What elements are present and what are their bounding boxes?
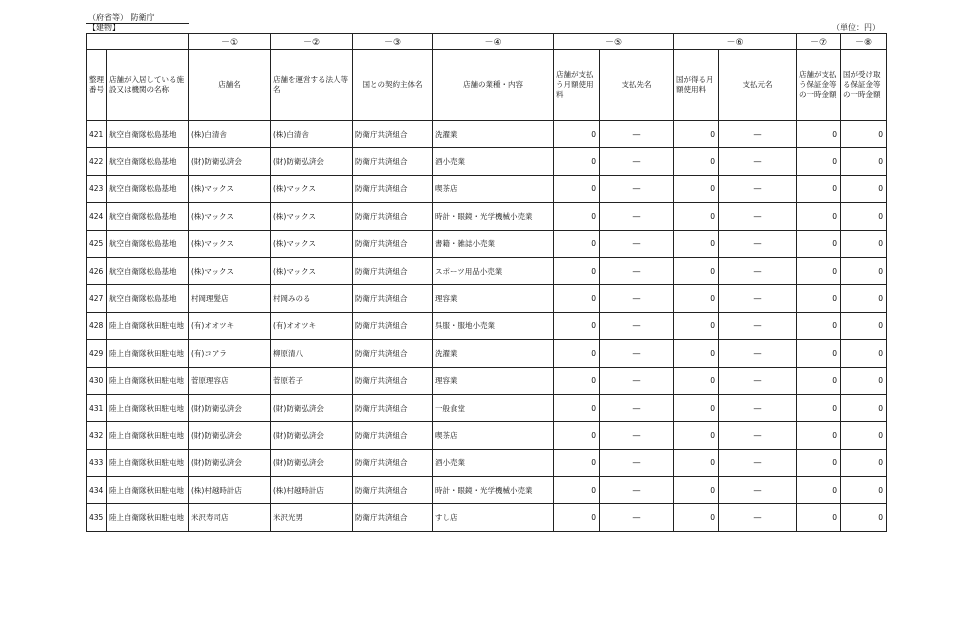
deposit-received-cell: 0 [841,422,887,449]
operator-cell: (株)白清舎 [271,121,353,148]
rent-paid-cell: 0 [554,285,600,312]
deposit-paid-cell: 0 [797,175,841,202]
contractor-cell: 防衛庁共済組合 [353,312,433,339]
operator-cell: (株)マックス [271,203,353,230]
payer-cell: ― [719,340,797,367]
payee-cell: ― [600,367,674,394]
store-name-cell: (株)マックス [189,175,271,202]
deposit-received-cell: 0 [841,230,887,257]
column-number: －⑦ [797,34,841,50]
deposit-received-cell: 0 [841,477,887,504]
column-number: －④ [433,34,554,50]
payee-cell: ― [600,449,674,476]
record-number: 427 [87,285,107,312]
payee-cell: ― [600,203,674,230]
deposit-paid-cell: 0 [797,203,841,230]
record-number: 424 [87,203,107,230]
business-cell: スポーツ用品小売業 [433,257,554,284]
operator-cell: (株)マックス [271,175,353,202]
payee-cell: ― [600,121,674,148]
table-row [87,477,887,504]
rent-paid-cell: 0 [554,230,600,257]
payee-cell: ― [600,285,674,312]
payer-cell: ― [719,148,797,175]
store-name-cell: (財)防衛弘済会 [189,422,271,449]
deposit-paid-cell: 0 [797,121,841,148]
operator-cell: (財)防衛弘済会 [271,148,353,175]
column-number-blank [87,34,189,50]
payer-cell: ― [719,121,797,148]
business-cell: 洗濯業 [433,340,554,367]
record-number: 423 [87,175,107,202]
rent-received-cell: 0 [674,449,719,476]
deposit-paid-cell: 0 [797,285,841,312]
section-label: 【建物】 [88,23,120,32]
ministry-label: （府省等） [88,13,128,22]
rent-received-cell: 0 [674,422,719,449]
store-name-cell: (株)村越時計店 [189,477,271,504]
payee-cell: ― [600,477,674,504]
business-cell: 一般食堂 [433,394,554,421]
payee-cell: ― [600,422,674,449]
deposit-received-cell: 0 [841,148,887,175]
facility-cell: 陸上自衛隊秋田駐屯地 [107,449,189,476]
deposit-paid-cell: 0 [797,340,841,367]
payer-cell: ― [719,257,797,284]
contractor-cell: 防衛庁共済組合 [353,257,433,284]
deposit-paid-cell: 0 [797,449,841,476]
store-name-cell: (有)オオツキ [189,312,271,339]
store-name-cell: (財)防衛弘済会 [189,148,271,175]
unit-label: （単位：円） [832,23,880,32]
header-store-name: 店舗名 [189,50,271,121]
column-number: －② [271,34,353,50]
header-deposit-paid: 店舗が支払う保証金等の一時金額 [797,50,841,121]
deposit-received-cell: 0 [841,257,887,284]
facility-cell: 陸上自衛隊秋田駐屯地 [107,312,189,339]
payer-cell: ― [719,312,797,339]
ministry-name: 防衛庁 [130,13,155,22]
deposit-received-cell: 0 [841,312,887,339]
column-header-row [87,50,887,121]
store-table [86,33,887,532]
payee-cell: ― [600,312,674,339]
table-row [87,230,887,257]
record-number: 422 [87,148,107,175]
rent-received-cell: 0 [674,148,719,175]
column-number-row [87,34,887,50]
payer-cell: ― [719,230,797,257]
contractor-cell: 防衛庁共済組合 [353,148,433,175]
business-cell: 時計・眼鏡・光学機械小売業 [433,477,554,504]
table-row [87,422,887,449]
contractor-cell: 防衛庁共済組合 [353,230,433,257]
table-row [87,285,887,312]
store-name-cell: (株)マックス [189,203,271,230]
table-row [87,148,887,175]
contractor-cell: 防衛庁共済組合 [353,285,433,312]
table-row [87,504,887,531]
business-cell: すし店 [433,504,554,531]
deposit-paid-cell: 0 [797,257,841,284]
deposit-received-cell: 0 [841,285,887,312]
header-contractor: 国との契約主体名 [353,50,433,121]
table-row [87,312,887,339]
deposit-paid-cell: 0 [797,230,841,257]
rent-received-cell: 0 [674,367,719,394]
contractor-cell: 防衛庁共済組合 [353,203,433,230]
facility-cell: 航空自衛隊松島基地 [107,285,189,312]
business-cell: 酒小売業 [433,449,554,476]
payer-cell: ― [719,394,797,421]
deposit-paid-cell: 0 [797,422,841,449]
record-number: 429 [87,340,107,367]
header-rent-received: 国が得る月額使用料 [674,50,719,121]
business-cell: 酒小売業 [433,148,554,175]
deposit-paid-cell: 0 [797,148,841,175]
rent-received-cell: 0 [674,394,719,421]
rent-received-cell: 0 [674,257,719,284]
operator-cell: (財)防衛弘済会 [271,394,353,421]
facility-cell: 陸上自衛隊秋田駐屯地 [107,394,189,421]
rent-paid-cell: 0 [554,340,600,367]
column-number: －⑥ [674,34,797,50]
store-name-cell: 村岡理髪店 [189,285,271,312]
table-row [87,449,887,476]
contractor-cell: 防衛庁共済組合 [353,340,433,367]
business-cell: 洗濯業 [433,121,554,148]
record-number: 426 [87,257,107,284]
record-number: 434 [87,477,107,504]
header-payer: 支払元名 [719,50,797,121]
store-name-cell: 米沢寿司店 [189,504,271,531]
facility-cell: 陸上自衛隊秋田駐屯地 [107,504,189,531]
rent-received-cell: 0 [674,230,719,257]
table-row [87,121,887,148]
facility-cell: 陸上自衛隊秋田駐屯地 [107,477,189,504]
deposit-received-cell: 0 [841,340,887,367]
rent-paid-cell: 0 [554,312,600,339]
facility-cell: 航空自衛隊松島基地 [107,121,189,148]
record-number: 425 [87,230,107,257]
rent-paid-cell: 0 [554,257,600,284]
payee-cell: ― [600,257,674,284]
operator-cell: 米沢光男 [271,504,353,531]
payer-cell: ― [719,449,797,476]
payer-cell: ― [719,367,797,394]
payer-cell: ― [719,285,797,312]
facility-cell: 航空自衛隊松島基地 [107,257,189,284]
business-cell: 喫茶店 [433,422,554,449]
business-cell: 書籍・雑誌小売業 [433,230,554,257]
table-row [87,340,887,367]
facility-cell: 航空自衛隊松島基地 [107,148,189,175]
header-payee: 支払先名 [600,50,674,121]
operator-cell: 柳原清八 [271,340,353,367]
column-number: －⑤ [554,34,674,50]
rent-received-cell: 0 [674,175,719,202]
table-row [87,394,887,421]
deposit-received-cell: 0 [841,175,887,202]
payee-cell: ― [600,504,674,531]
rent-received-cell: 0 [674,121,719,148]
rent-received-cell: 0 [674,504,719,531]
operator-cell: (財)防衛弘済会 [271,449,353,476]
deposit-paid-cell: 0 [797,367,841,394]
operator-cell: (株)マックス [271,230,353,257]
payee-cell: ― [600,175,674,202]
contractor-cell: 防衛庁共済組合 [353,422,433,449]
deposit-received-cell: 0 [841,203,887,230]
header-business: 店舗の業種・内容 [433,50,554,121]
payer-cell: ― [719,203,797,230]
rent-paid-cell: 0 [554,394,600,421]
deposit-received-cell: 0 [841,121,887,148]
deposit-received-cell: 0 [841,449,887,476]
column-number: －③ [353,34,433,50]
rent-paid-cell: 0 [554,203,600,230]
store-name-cell: (財)防衛弘済会 [189,449,271,476]
payer-cell: ― [719,175,797,202]
table-row [87,175,887,202]
payee-cell: ― [600,394,674,421]
rent-paid-cell: 0 [554,121,600,148]
operator-cell: 菅原若子 [271,367,353,394]
facility-cell: 航空自衛隊松島基地 [107,203,189,230]
rent-paid-cell: 0 [554,422,600,449]
facility-cell: 陸上自衛隊秋田駐屯地 [107,367,189,394]
header-rent-paid: 店舗が支払う月額使用料 [554,50,600,121]
rent-received-cell: 0 [674,312,719,339]
operator-cell: (財)防衛弘済会 [271,422,353,449]
payee-cell: ― [600,148,674,175]
contractor-cell: 防衛庁共済組合 [353,175,433,202]
rent-paid-cell: 0 [554,449,600,476]
deposit-paid-cell: 0 [797,394,841,421]
column-number: －⑧ [841,34,887,50]
record-number: 432 [87,422,107,449]
rent-received-cell: 0 [674,477,719,504]
contractor-cell: 防衛庁共済組合 [353,121,433,148]
record-number: 421 [87,121,107,148]
table-row [87,367,887,394]
operator-cell: (株)村越時計店 [271,477,353,504]
store-name-cell: (株)白清舎 [189,121,271,148]
store-name-cell: (株)マックス [189,230,271,257]
deposit-received-cell: 0 [841,394,887,421]
business-cell: 呉服・服地小売業 [433,312,554,339]
record-number: 431 [87,394,107,421]
payee-cell: ― [600,340,674,367]
operator-cell: 村岡みのる [271,285,353,312]
header-record-number: 整理番号 [87,50,107,121]
store-name-cell: (有)コアラ [189,340,271,367]
deposit-paid-cell: 0 [797,504,841,531]
rent-paid-cell: 0 [554,175,600,202]
record-number: 435 [87,504,107,531]
column-number: －① [189,34,271,50]
deposit-paid-cell: 0 [797,312,841,339]
record-number: 430 [87,367,107,394]
payer-cell: ― [719,504,797,531]
business-cell: 理容業 [433,367,554,394]
operator-cell: (株)マックス [271,257,353,284]
payer-cell: ― [719,477,797,504]
rent-received-cell: 0 [674,203,719,230]
table-body [87,121,887,532]
store-name-cell: 菅原理容店 [189,367,271,394]
rent-paid-cell: 0 [554,148,600,175]
deposit-received-cell: 0 [841,367,887,394]
rent-paid-cell: 0 [554,477,600,504]
facility-cell: 航空自衛隊松島基地 [107,175,189,202]
contractor-cell: 防衛庁共済組合 [353,504,433,531]
rent-received-cell: 0 [674,285,719,312]
deposit-received-cell: 0 [841,504,887,531]
header-operator: 店舗を運営する法人等名 [271,50,353,121]
contractor-cell: 防衛庁共済組合 [353,449,433,476]
store-name-cell: (財)防衛弘済会 [189,394,271,421]
business-cell: 喫茶店 [433,175,554,202]
header-facility: 店舗が入居している施設又は機関の名称 [107,50,189,121]
contractor-cell: 防衛庁共済組合 [353,367,433,394]
table-row [87,257,887,284]
record-number: 428 [87,312,107,339]
contractor-cell: 防衛庁共済組合 [353,477,433,504]
operator-cell: (有)オオツキ [271,312,353,339]
business-cell: 理容業 [433,285,554,312]
business-cell: 時計・眼鏡・光学機械小売業 [433,203,554,230]
store-name-cell: (株)マックス [189,257,271,284]
payer-cell: ― [719,422,797,449]
facility-cell: 陸上自衛隊秋田駐屯地 [107,422,189,449]
record-number: 433 [87,449,107,476]
facility-cell: 航空自衛隊松島基地 [107,230,189,257]
contractor-cell: 防衛庁共済組合 [353,394,433,421]
payee-cell: ― [600,230,674,257]
facility-cell: 陸上自衛隊秋田駐屯地 [107,340,189,367]
header-deposit-received: 国が受け取る保証金等の一時金額 [841,50,887,121]
table-row [87,203,887,230]
deposit-paid-cell: 0 [797,477,841,504]
rent-paid-cell: 0 [554,504,600,531]
rent-paid-cell: 0 [554,367,600,394]
rent-received-cell: 0 [674,340,719,367]
